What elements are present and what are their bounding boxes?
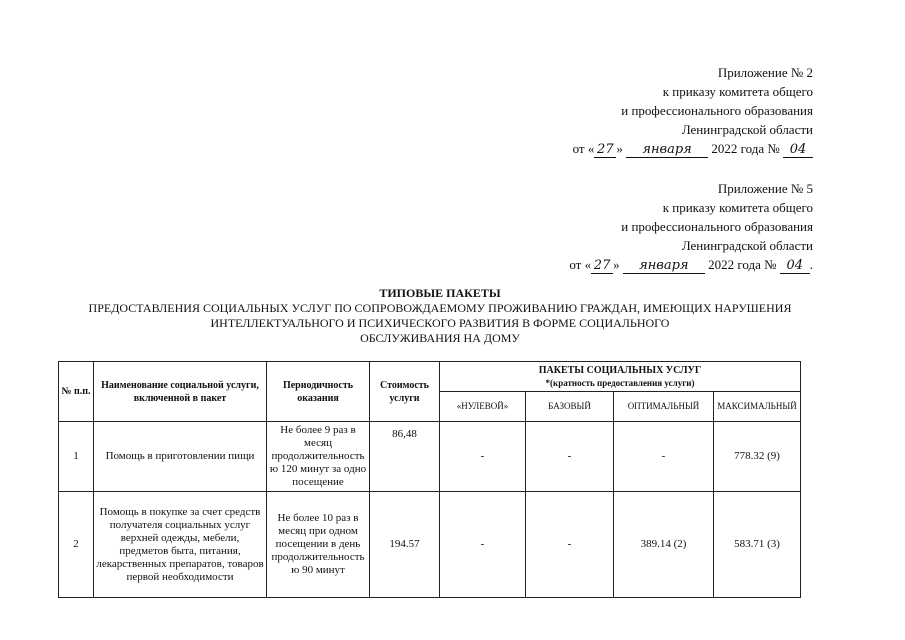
appendix-2-date-mid: » (616, 141, 623, 156)
appendix-5-year-text: 2022 года № (708, 257, 777, 272)
appendix-5-month: января (623, 259, 705, 274)
appendix-2-day: 27 (594, 143, 616, 158)
row-pkg-optimal: - (614, 422, 714, 492)
row-cost: 194.57 (370, 492, 440, 598)
packages-table (58, 361, 801, 598)
row-pkg-optimal: 389.14 (2) (614, 492, 714, 598)
appendix-2-number: 04 (783, 143, 813, 158)
appendix-5-number: 04 (780, 259, 810, 274)
document-subtitle-line3: ОБСЛУЖИВАНИЯ НА ДОМУ (360, 331, 520, 345)
document-title: ТИПОВЫЕ ПАКЕТЫ (379, 286, 501, 300)
row-num: 1 (59, 422, 94, 492)
row-periodicity: Не более 9 раз в месяц продолжительность ю 120 минут за одно посещение (267, 422, 370, 492)
row-pkg-basic: - (526, 422, 614, 492)
row-pkg-max: 778.32 (9) (714, 422, 801, 492)
header-pkg-zero: «НУЛЕВОЙ» (440, 392, 526, 422)
appendix-5-line4: Ленинградской области (681, 238, 813, 253)
appendix-2-line2: к приказу комитета общего (662, 84, 813, 99)
appendix-2-month: января (626, 143, 708, 158)
appendix-5-date-prefix: от « (569, 257, 592, 272)
appendix-5-line3: и профессионального образования (621, 219, 813, 234)
row-periodicity: Не более 10 раз в месяц при одном посещении в день продолжительность ю 90 минут (267, 492, 370, 598)
row-pkg-zero: - (440, 422, 526, 492)
document-subtitle-line1: ПРЕДОСТАВЛЕНИЯ СОЦИАЛЬНЫХ УСЛУГ ПО СОПРОВОЖДАЕМОМУ ПРОЖИВАНИЮ ГРАЖДАН, ИМЕЮЩИХ НАРУШЕНИЯ (88, 301, 792, 315)
appendix-5-date-line (569, 255, 813, 274)
appendix-2-date-line (573, 139, 813, 158)
appendix-2-year-text: 2022 года № (711, 141, 780, 156)
appendix-5-suffix: . (809, 257, 813, 272)
header-periodicity: Периодичность оказания (267, 362, 370, 422)
appendix-2-title: Приложение № 2 (717, 65, 813, 80)
appendix-5-date-mid: » (613, 257, 620, 272)
document-title-block (40, 286, 840, 346)
header-cost: Стоимость услуги (370, 362, 440, 422)
header-service-name: Наименование социальной услуги, включенной в пакет (94, 362, 267, 422)
header-num: № п.п. (59, 362, 94, 422)
row-pkg-zero: - (440, 492, 526, 598)
appendix-2-date-prefix: от « (572, 141, 595, 156)
table-row (59, 422, 801, 492)
appendix-2-block (573, 63, 813, 158)
row-pkg-max: 583.71 (3) (714, 492, 801, 598)
appendix-5-title: Приложение № 5 (717, 181, 813, 196)
table-row (59, 492, 801, 598)
appendix-5-day: 27 (591, 259, 613, 274)
header-packages-title: ПАКЕТЫ СОЦИАЛЬНЫХ УСЛУГ (538, 364, 702, 376)
header-pkg-optimal: ОПТИМАЛЬНЫЙ (614, 392, 714, 422)
row-pkg-basic: - (526, 492, 614, 598)
table-header-row-1 (59, 362, 801, 392)
row-service-name: Помощь в покупке за счет средств получателя социальных услуг верхней одежды, мебели, предметов быта, питания, лекарственных препаратов, товаров первой необходимости (94, 492, 267, 598)
row-cost: 86,48 (370, 422, 440, 492)
header-pkg-max: МАКСИМАЛЬНЫЙ (714, 392, 801, 422)
appendix-2-line4: Ленинградской области (681, 122, 813, 137)
header-packages-note: *(кратность предоставления услуги) (545, 377, 695, 388)
header-packages (440, 362, 801, 392)
row-num: 2 (59, 492, 94, 598)
row-service-name: Помощь в приготовлении пищи (94, 422, 267, 492)
appendix-2-line3: и профессионального образования (621, 103, 813, 118)
appendix-5-line2: к приказу комитета общего (662, 200, 813, 215)
header-pkg-basic: БАЗОВЫЙ (526, 392, 614, 422)
document-subtitle-line2: ИНТЕЛЛЕКТУАЛЬНОГО И ПСИХИЧЕСКОГО РАЗВИТИЯ В ФОРМЕ СОЦИАЛЬНОГО (210, 316, 670, 330)
appendix-5-block (569, 179, 813, 274)
